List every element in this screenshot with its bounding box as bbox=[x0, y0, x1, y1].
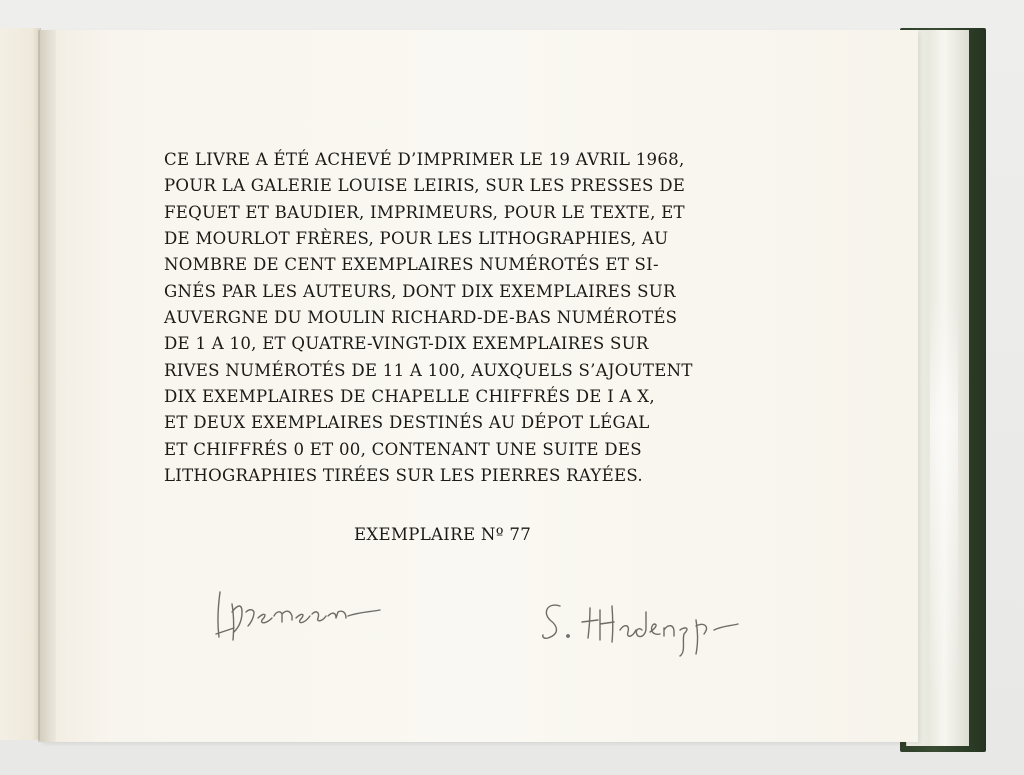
colophon-text bbox=[164, 147, 744, 489]
colophon-line: DIX EXEMPLAIRES DE CHAPELLE CHIFFRÉS DE I A X, bbox=[164, 387, 655, 407]
colophon-line: AUVERGNE DU MOULIN RICHARD-DE-BAS NUMÉROTÉS bbox=[164, 308, 678, 328]
colophon-line: POUR LA GALERIE LOUISE LEIRIS, SUR LES PRESSES DE bbox=[164, 176, 686, 196]
colophon-line: RIVES NUMÉROTÉS DE 11 A 100, AUXQUELS S’AJOUTENT bbox=[164, 360, 693, 380]
colophon-line: CE LIVRE A ÉTÉ ACHEVÉ D’IMPRIMER LE 19 AVRIL 1968, bbox=[164, 150, 685, 169]
book-gutter bbox=[38, 30, 56, 742]
copy-number: EXEMPLAIRE Nº 77 bbox=[354, 525, 532, 544]
left-page-edge bbox=[0, 28, 41, 740]
colophon-line: NOMBRE DE CENT EXEMPLAIRES NUMÉROTÉS ET SI- bbox=[164, 255, 659, 275]
colophon-line: DE 1 A 10, ET QUATRE-VINGT-DIX EXEMPLAIRES SUR bbox=[164, 334, 649, 354]
colophon-line: LITHOGRAPHIES TIRÉES SUR LES PIERRES RAYÉES. bbox=[164, 466, 643, 486]
colophon-line: DE MOURLOT FRÈRES, POUR LES LITHOGRAPHIES, AU bbox=[164, 229, 669, 249]
colophon-line: GNÉS PAR LES AUTEURS, DONT DIX EXEMPLAIRES SUR bbox=[164, 281, 676, 301]
colophon-line: ET DEUX EXEMPLAIRES DESTINÉS AU DÉPOT LÉGAL bbox=[164, 413, 650, 433]
signature-left bbox=[212, 582, 384, 652]
signature-right bbox=[538, 592, 753, 662]
glassine-reflection bbox=[930, 300, 958, 700]
colophon-line: ET CHIFFRÉS 0 ET 00, CONTENANT UNE SUITE DES bbox=[164, 439, 642, 459]
colophon-line: FEQUET ET BAUDIER, IMPRIMEURS, POUR LE TEXTE, ET bbox=[164, 202, 685, 222]
